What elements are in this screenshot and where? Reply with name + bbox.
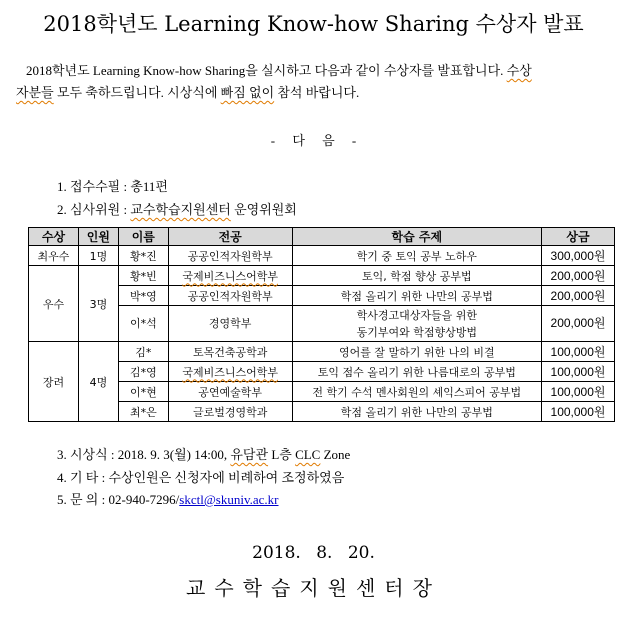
major-text: 국제비즈니스어학부	[182, 269, 278, 283]
name-cell: 이*현	[118, 382, 168, 402]
table-row	[29, 246, 615, 266]
header-award: 수상	[29, 228, 79, 246]
name-cell: 김*	[118, 342, 168, 362]
item-value: 총11편	[130, 179, 168, 194]
signer: 교수학습지원센터장	[186, 576, 441, 600]
intro-paragraph	[16, 60, 621, 104]
major-cell: 토목건축공학과	[168, 342, 292, 362]
item-label: 2. 심사위원 :	[57, 202, 131, 217]
item-value: Zone	[320, 447, 351, 462]
item-label: 4. 기 타 :	[57, 470, 109, 485]
item-etc	[57, 467, 344, 486]
email-link[interactable]: skctl@skuniv.ac.kr	[179, 492, 279, 507]
item-judges	[57, 199, 297, 218]
intro-text: 모두 축하드립니다. 시상식에	[53, 85, 221, 100]
header-name: 이름	[118, 228, 168, 246]
count-cell: 1명	[78, 246, 118, 266]
intro-text: 자분들	[16, 85, 54, 100]
item-value: 2018. 9. 3(월) 14:00,	[117, 447, 231, 462]
item-value: 유담관	[230, 447, 269, 462]
major-cell: 경영학부	[168, 306, 292, 342]
item-ceremony	[57, 444, 350, 463]
major-text: 국제비즈니스어학부	[182, 365, 278, 379]
table-row	[29, 342, 615, 362]
major-cell: 글로벌경영학과	[168, 402, 292, 422]
prize-cell: 100,000원	[542, 362, 615, 382]
name-cell: 최*은	[118, 402, 168, 422]
name-cell: 김*영	[118, 362, 168, 382]
major-cell: 공공인적자원학부	[168, 246, 292, 266]
major-cell: 공공인적자원학부	[168, 286, 292, 306]
header-count: 인원	[78, 228, 118, 246]
table-header-row	[29, 228, 615, 246]
prize-cell: 100,000원	[542, 342, 615, 362]
topic-line: 동기부여와 학점향상방법	[356, 325, 477, 339]
award-cell: 최우수	[29, 246, 79, 266]
item-value: L층	[268, 447, 296, 462]
intro-text: 2018학년도 Learning Know-how Sharing을 실시하고 다음과 같이 수상자를 발표합니다.	[26, 63, 507, 78]
header-prize: 상금	[542, 228, 615, 246]
prize-cell: 200,000원	[542, 266, 615, 286]
topic-cell: 학점 올리기 위한 나만의 공부법	[292, 402, 541, 422]
prize-cell: 200,000원	[542, 306, 615, 342]
item-value: 운영위원회	[230, 202, 297, 217]
name-cell: 이*석	[118, 306, 168, 342]
item-contact	[57, 489, 279, 508]
topic-cell	[292, 306, 541, 342]
page-title: 2018학년도 Learning Know-how Sharing 수상자 발표	[43, 12, 584, 36]
item-label: 3. 시상식 :	[57, 447, 118, 462]
major-cell	[168, 266, 292, 286]
prize-cell: 200,000원	[542, 286, 615, 306]
name-cell: 황*진	[118, 246, 168, 266]
intro-text: 수상	[506, 63, 532, 78]
major-cell	[168, 362, 292, 382]
item-value: 수상인원은 신청자에 비례하여 조정하였음	[108, 470, 345, 485]
table-row	[29, 266, 615, 286]
closing-date: 2018. 8. 20.	[252, 543, 375, 563]
prize-cell: 100,000원	[542, 382, 615, 402]
item-value: CLC	[295, 447, 321, 462]
topic-cell: 전 학기 수석 멘사회원의 셰익스피어 공부법	[292, 382, 541, 402]
name-cell: 황*빈	[118, 266, 168, 286]
count-cell: 4명	[78, 342, 118, 422]
count-cell: 3명	[78, 266, 118, 342]
award-cell: 장려	[29, 342, 79, 422]
prize-cell: 100,000원	[542, 402, 615, 422]
prize-cell: 300,000원	[542, 246, 615, 266]
item-submissions	[57, 176, 168, 195]
topic-cell: 토익 점수 올리기 위한 나름대로의 공부법	[292, 362, 541, 382]
header-major: 전공	[168, 228, 292, 246]
award-cell: 우수	[29, 266, 79, 342]
topic-cell: 학기 중 토익 공부 노하우	[292, 246, 541, 266]
item-value: 교수학습지원센터	[130, 202, 231, 217]
item-label: 5. 문 의 :	[57, 492, 109, 507]
phone-number: 02-940-7296/	[108, 492, 180, 507]
intro-text: 빠짐 없이	[220, 85, 275, 100]
name-cell: 박*영	[118, 286, 168, 306]
topic-line: 학사경고대상자들을 위한	[356, 308, 477, 322]
topic-cell: 학점 올리기 위한 나만의 공부법	[292, 286, 541, 306]
topic-cell: 토익, 학점 향상 공부법	[292, 266, 541, 286]
intro-text: 참석 바랍니다.	[274, 85, 360, 100]
header-topic: 학습 주제	[292, 228, 541, 246]
topic-cell: 영어를 잘 말하기 위한 나의 비결	[292, 342, 541, 362]
section-divider: - 다 음 -	[270, 133, 357, 148]
major-cell: 공연예술학부	[168, 382, 292, 402]
item-label: 1. 접수수필 :	[57, 179, 131, 194]
awards-table	[28, 227, 615, 422]
